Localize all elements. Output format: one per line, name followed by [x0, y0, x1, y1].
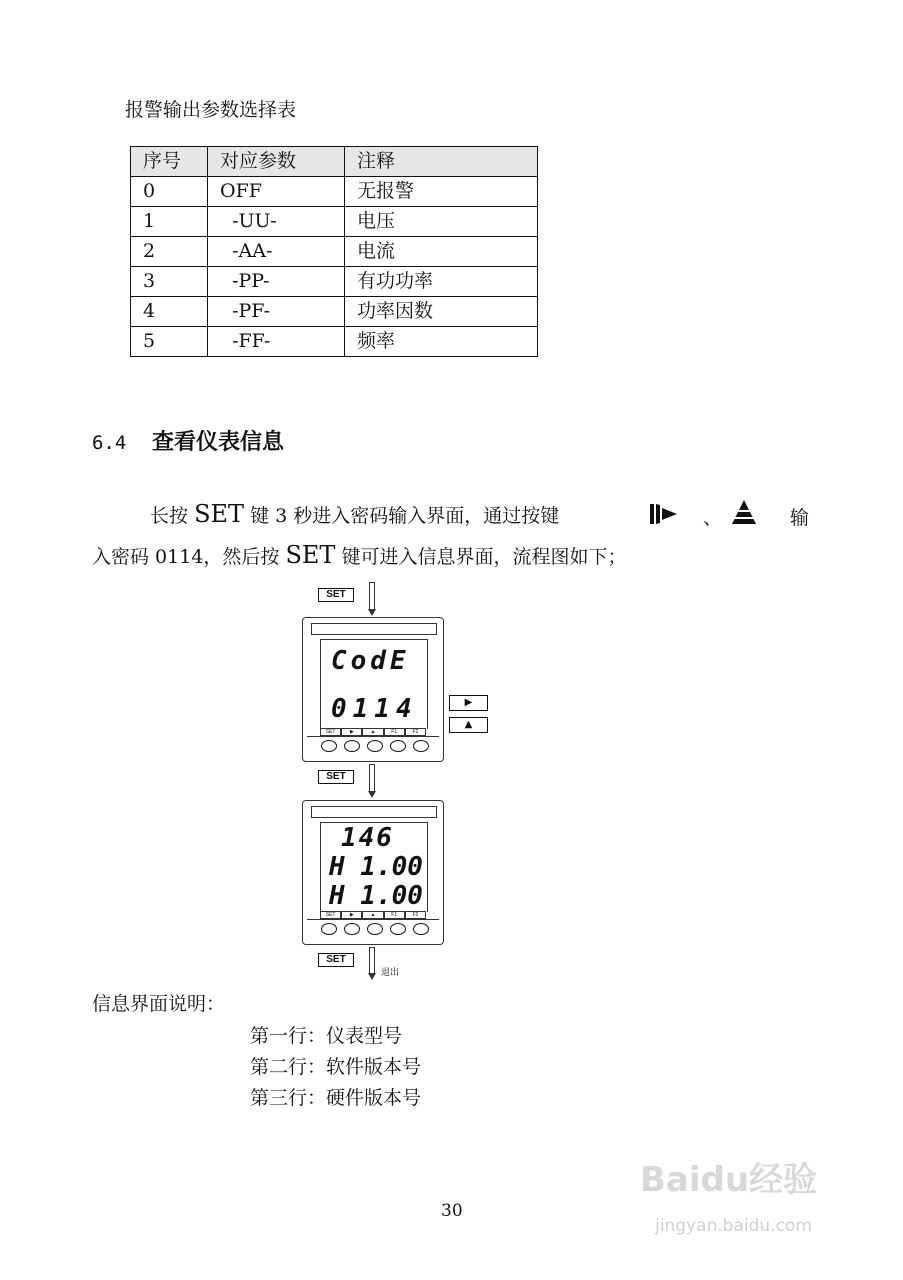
device-button: [413, 923, 429, 935]
set-key-text: SET: [194, 500, 245, 528]
table-row: [131, 327, 538, 357]
down-arrow-icon: [369, 947, 376, 980]
device-button: [344, 740, 360, 752]
table-cell: 4: [131, 297, 208, 327]
meter-device-1: [302, 617, 444, 762]
key-label: ▲: [362, 911, 383, 919]
info-line: 第二行：软件版本号: [250, 1056, 422, 1078]
screen-line: 146: [341, 823, 394, 853]
text: 、: [703, 507, 723, 529]
device-button: [390, 923, 406, 935]
page-number: 30: [441, 1201, 463, 1221]
info-line: 第一行：仪表型号: [250, 1025, 403, 1047]
table-row: [131, 267, 538, 297]
meter-device-2: [302, 800, 444, 945]
device-button: [367, 923, 383, 935]
header-cell: 注释: [345, 147, 538, 177]
section-title: 查看仪表信息: [152, 429, 285, 455]
device-button: [367, 740, 383, 752]
table-cell: 2: [131, 237, 208, 267]
paragraph-line-2: [92, 541, 626, 569]
text: 键 3 秒进入密码输入界面，通过按键: [250, 505, 560, 527]
exit-label: 退出: [381, 968, 400, 978]
set-key-label: SET: [318, 770, 354, 784]
table-row: [131, 237, 538, 267]
device-button: [390, 740, 406, 752]
meter-screen: [320, 639, 428, 729]
screen-line: H 1.00: [329, 852, 423, 882]
key-label: ▶: [341, 728, 362, 736]
set-key-text: SET: [285, 541, 336, 569]
baidu-watermark-url: jingyan.baidu.com: [655, 1216, 812, 1236]
up-triangle-icon: [730, 498, 758, 526]
table-row: [131, 177, 538, 207]
alarm-param-table: [130, 146, 538, 357]
header-cell: 序号: [131, 147, 208, 177]
table-cell: 功率因数: [345, 297, 538, 327]
set-key-label: SET: [318, 588, 354, 602]
down-arrow-icon: [369, 582, 376, 616]
info-title: 信息界面说明：: [92, 993, 226, 1015]
table-cell: 电流: [345, 237, 538, 267]
right-key-icon: ▶: [449, 695, 488, 711]
table-cell: -PF-: [208, 297, 345, 327]
table-cell: 无报警: [345, 177, 538, 207]
up-key-icon: ▲: [449, 717, 488, 733]
key-label: F1: [384, 911, 405, 919]
paragraph-line-1: [150, 500, 559, 528]
key-label: SET: [320, 911, 341, 919]
table-row: [131, 207, 538, 237]
meter-screen: [320, 822, 428, 912]
table-cell: 0: [131, 177, 208, 207]
text: 入密码 0114，然后按: [92, 546, 280, 568]
table-cell: -UU-: [208, 207, 345, 237]
key-label: ▲: [362, 728, 383, 736]
key-labels: [320, 728, 426, 736]
table-cell: 电压: [345, 207, 538, 237]
key-label: SET: [320, 728, 341, 736]
device-button: [413, 740, 429, 752]
screen-line: CodE: [331, 646, 410, 676]
table-cell: -PP-: [208, 267, 345, 297]
key-label: F2: [405, 728, 426, 736]
info-line: 第三行：硬件版本号: [250, 1087, 422, 1109]
shift-right-icon: [649, 502, 679, 526]
key-label: F1: [384, 728, 405, 736]
table-cell: 频率: [345, 327, 538, 357]
screen-line: 0114: [331, 694, 418, 724]
device-button: [344, 923, 360, 935]
device-button: [321, 923, 337, 935]
table-cell: -AA-: [208, 237, 345, 267]
down-arrow-icon: [369, 764, 376, 798]
table-header-row: [131, 147, 538, 177]
table-cell: 有功功率: [345, 267, 538, 297]
text: 键可进入信息界面，流程图如下；: [341, 546, 627, 568]
table-row: [131, 297, 538, 327]
table-cell: 1: [131, 207, 208, 237]
key-label: F2: [405, 911, 426, 919]
section-heading: [92, 425, 284, 456]
screen-line: H 1.00: [329, 881, 423, 911]
key-labels: [320, 911, 426, 919]
key-label: ▶: [341, 911, 362, 919]
text: 长按: [150, 505, 189, 527]
baidu-watermark-logo: Baidu经验: [640, 1160, 818, 1200]
section-number: 6.4: [92, 432, 127, 454]
device-button: [321, 740, 337, 752]
table-cell: -FF-: [208, 327, 345, 357]
table-caption: 报警输出参数选择表: [125, 99, 297, 121]
device-buttons: [321, 740, 429, 752]
text: 输: [790, 507, 810, 529]
set-key-label: SET: [318, 953, 354, 967]
device-buttons: [321, 923, 429, 935]
header-cell: 对应参数: [208, 147, 345, 177]
table-cell: 3: [131, 267, 208, 297]
table-cell: OFF: [208, 177, 345, 207]
table-cell: 5: [131, 327, 208, 357]
